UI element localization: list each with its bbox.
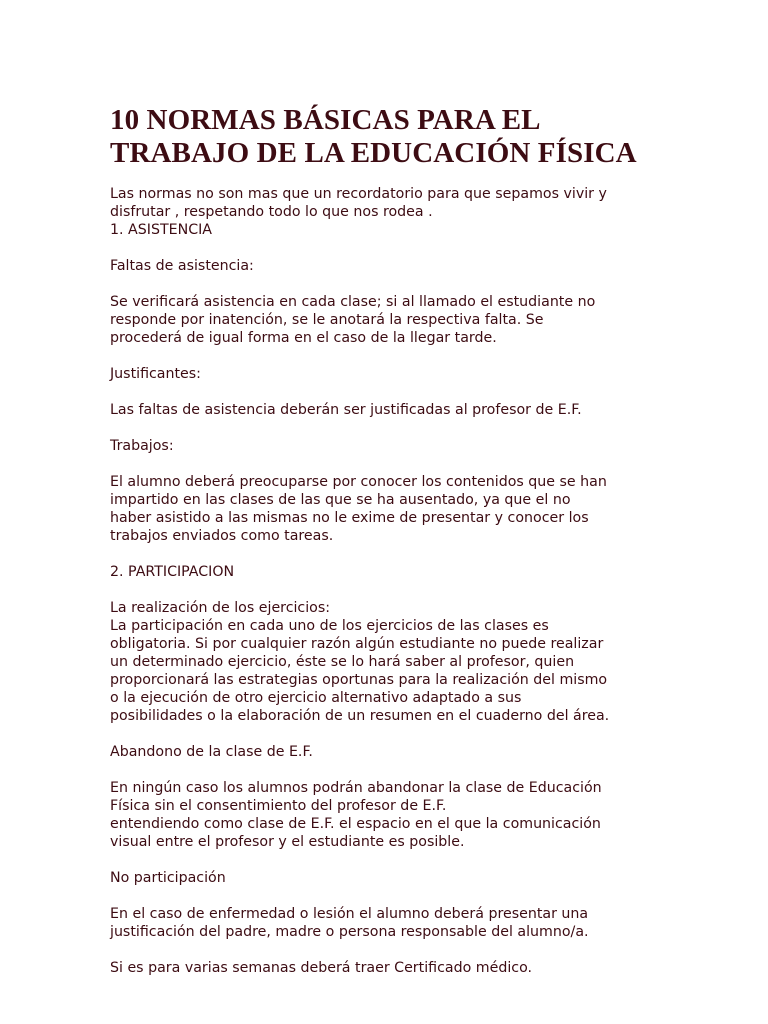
spacer [110,725,670,743]
spacer [110,347,670,365]
participacion-heading: 2. PARTICIPACION [110,564,235,580]
document-body [110,185,670,977]
abandono-heading: Abandono de la clase de E.F. [110,744,313,760]
document-title: 10 NORMAS BÁSICAS PARA EL TRABAJO DE LA EDUCACIÓN FÍSICA [110,104,637,169]
justificantes-paragraph: Las faltas de asistencia deberán ser justificadas al profesor de E.F. [110,402,582,418]
spacer [110,761,670,779]
spacer [110,383,670,401]
spacer [110,419,670,437]
certificado-paragraph: Si es para varias semanas deberá traer Certificado médico. [110,960,533,976]
spacer [110,851,670,869]
no-participacion-heading: No participación [110,870,226,886]
ejercicios-paragraph: La realización de los ejercicios: La participación en cada uno de los ejercicios de las clases es obligatoria. Si por cualquier razón algún estudiante no puede realizar un determinado ejercicio, éste se lo hará saber al profesor, quien proporcionará las estrategias oportunas para la realización del mismo o la ejecución de otro ejercicio alternativo adaptado a sus posibilidades o la elaboración de un resumen en el cuaderno del área. [110,600,610,724]
spacer [110,887,670,905]
trabajos-heading: Trabajos: [110,438,174,454]
trabajos-paragraph: El alumno deberá preocuparse por conocer los contenidos que se han impartido en las clases de las que se ha ausentado, ya que el no haber asistido a las mismas no le exime de presentar y conocer los trabajos enviados como tareas. [110,474,607,544]
spacer [110,941,670,959]
spacer [110,275,670,293]
abandono-paragraph: En ningún caso los alumnos podrán abandonar la clase de Educación Física sin el consentimiento del profesor de E.F. entendiendo como clase de E.F. el espacio en el que la comunicación visual entre el profesor y el estudiante es posible. [110,780,602,850]
intro-paragraph: Las normas no son mas que un recordatorio para que sepamos vivir y disfrutar , respetando todo lo que nos rodea . 1. ASISTENCIA [110,186,607,238]
spacer [110,581,670,599]
spacer [110,239,670,257]
spacer [110,455,670,473]
spacer [110,545,670,563]
no-participacion-paragraph: En el caso de enfermedad o lesión el alumno deberá presentar una justificación del padre, madre o persona responsable del alumno/a. [110,906,589,940]
document-page [110,104,670,977]
justificantes-heading: Justificantes: [110,366,201,382]
faltas-heading: Faltas de asistencia: [110,258,254,274]
faltas-paragraph: Se verificará asistencia en cada clase; si al llamado el estudiante no responde por inatención, se le anotará la respectiva falta. Se procederá de igual forma en el caso de la llegar tarde. [110,294,596,346]
